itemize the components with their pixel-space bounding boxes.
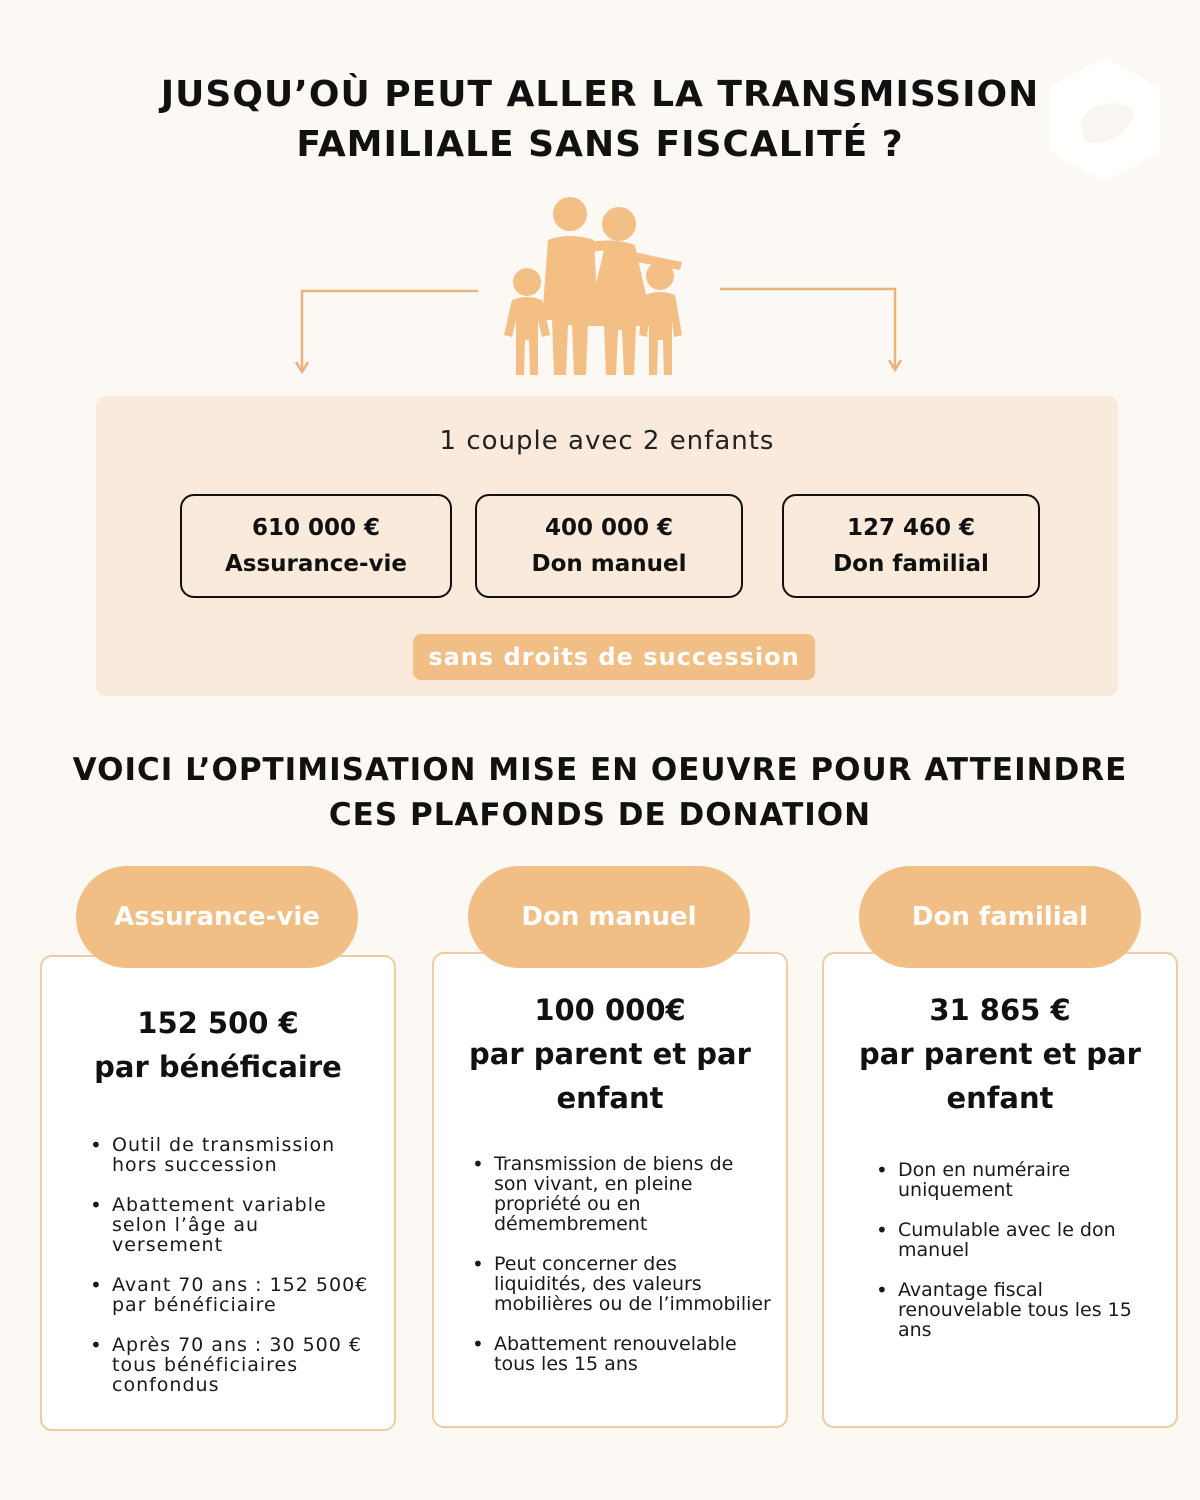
summary-box-amount: 610 000 € [251, 515, 381, 541]
card-pill-don-familial: Don familial [859, 866, 1141, 968]
summary-label: 1 couple avec 2 enfants [439, 426, 775, 456]
summary-box-amount: 127 460 € [846, 515, 976, 541]
page-title [0, 70, 1200, 170]
card-bullet-list [90, 1135, 370, 1415]
section-title [0, 748, 1200, 838]
card-pill-assurance-vie: Assurance-vie [76, 866, 358, 968]
card-don-manuel [432, 952, 788, 1428]
summary-box-don-manuel [475, 494, 743, 598]
list-item: • Transmission de biens de son vivant, en pleine propriété ou en démembrement [472, 1154, 772, 1234]
section-title-line-2: CES PLAFONDS DE DONATION [328, 797, 872, 833]
brand-logo-icon [1040, 52, 1170, 187]
summary-box-assurance-vie [180, 494, 452, 598]
card-amount-line-2: par parent et par [859, 1037, 1141, 1071]
card-amount-line-2: par parent et par [469, 1037, 751, 1071]
list-item: • Après 70 ans : 30 500 € tous bénéficiaires confondus [90, 1335, 370, 1395]
list-item: • Abattement renouvelable tous les 15 ans [472, 1334, 772, 1374]
page-title-line-2: FAMILIALE SANS FISCALITÉ ? [296, 124, 904, 165]
arrow-down-right-icon [720, 289, 895, 368]
list-item: • Outil de transmission hors succession [90, 1135, 370, 1175]
list-item: • Cumulable avec le don manuel [876, 1220, 1166, 1260]
list-item: • Avantage fiscal renouvelable tous les 15 ans [876, 1280, 1166, 1340]
tax-free-badge: sans droits de succession [413, 634, 815, 680]
section-title-line-1: VOICI L’OPTIMISATION MISE EN OEUVRE POUR ATTEINDRE [72, 752, 1128, 788]
summary-box-amount: 400 000 € [544, 515, 674, 541]
card-amount-line-1: 31 865 € [929, 993, 1071, 1027]
card-pill-don-manuel: Don manuel [468, 866, 750, 968]
page-title-line-1: JUSQU’OÙ PEUT ALLER LA TRANSMISSION [160, 74, 1040, 115]
summary-box-name: Don manuel [531, 551, 687, 577]
card-amount-line-3: enfant [556, 1081, 664, 1115]
list-item: • Don en numéraire uniquement [876, 1160, 1166, 1200]
card-amount-line-2: par bénéficaire [94, 1050, 342, 1084]
summary-box-don-familial [782, 494, 1040, 598]
card-amount [824, 988, 1176, 1120]
arrow-down-left-icon [302, 291, 478, 370]
list-item: • Peut concerner des liquidités, des valeurs mobilières ou de l’immobilier [472, 1254, 772, 1314]
summary-box-name: Don familial [833, 551, 989, 577]
card-bullet-list [472, 1154, 772, 1394]
card-amount-line-3: enfant [946, 1081, 1054, 1115]
card-assurance-vie [40, 955, 396, 1431]
card-bullet-list [876, 1160, 1166, 1360]
card-don-familial [822, 952, 1178, 1428]
card-amount-line-1: 152 500 € [137, 1006, 299, 1040]
card-amount [42, 1001, 394, 1089]
card-amount-line-1: 100 000€ [534, 993, 686, 1027]
card-amount [434, 988, 786, 1120]
summary-panel [96, 396, 1118, 696]
list-item: • Avant 70 ans : 152 500€ par bénéficiaire [90, 1275, 370, 1315]
list-item: • Abattement variable selon l’âge au versement [90, 1195, 370, 1255]
flow-arrows [0, 280, 1200, 380]
summary-box-name: Assurance-vie [224, 551, 408, 577]
